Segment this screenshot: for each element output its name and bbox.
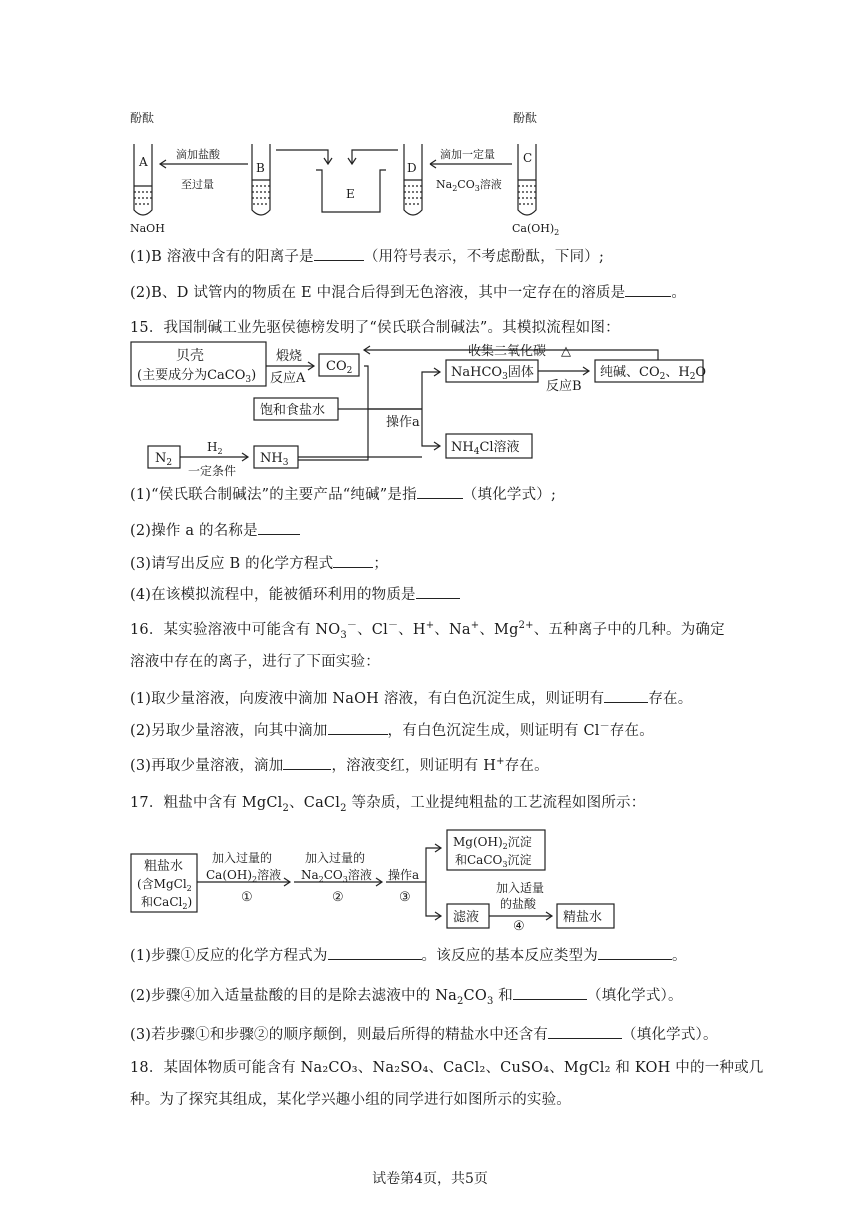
refined-brine-label: 精盐水 (563, 910, 603, 925)
add-hcl-label: 滴加盐酸 (176, 148, 220, 161)
step1-top-label: 加入过量的 (212, 851, 273, 865)
q14-part2: (2)B、D 试管内的物质在 E 中混合后得到无色溶液，其中一定存在的溶质是 。 (130, 282, 686, 303)
condition-label: 一定条件 (188, 464, 237, 478)
shell-main-component: (主要成分为CaCO$_3$) (137, 368, 257, 385)
answer-blank[interactable] (328, 945, 422, 960)
q15-flowchart (0, 338, 860, 478)
to-excess-label: 至过量 (181, 178, 214, 191)
q14-part1: (1)B 溶液中含有的阳离子是 （用符号表示，不考虑酚酞，下同）; (130, 246, 604, 267)
q15-part2: (2)操作 a 的名称是 (130, 520, 300, 541)
precipitate-line2: 和CaCO$_3$沉淀 (455, 853, 532, 869)
q18-stem-line2: 种。为了探究其组成，某化学兴趣小组的同学进行如图所示的实验。 (130, 1092, 571, 1108)
page-footer: 试卷第4页，共5页 (372, 1171, 488, 1187)
caoh2-label: $Ca(OH)_2$ (512, 222, 560, 237)
operation-a-label: 操作a (386, 415, 420, 430)
na2co3-solution-label: $Na_2CO_3$溶液 (436, 178, 502, 193)
heat-triangle: △ (561, 344, 571, 359)
tube-c-label: C (523, 151, 533, 165)
answer-blank[interactable] (604, 688, 648, 703)
q16-part3: (3)再取少量溶液，滴加 ，溶液变红，则证明有 H+存在。 (130, 756, 549, 774)
crude-brine-mgcl2: (含MgCl$_2$ (137, 877, 192, 893)
answer-blank[interactable] (417, 484, 463, 499)
nh3-box-label: $NH_3$ (260, 451, 289, 468)
answer-blank[interactable] (513, 985, 587, 1000)
crude-brine-label: 粗盐水 (144, 859, 184, 874)
q17-flowchart (0, 826, 860, 936)
answer-blank[interactable] (598, 945, 672, 960)
tube-b-label: B (256, 161, 265, 175)
nahco3-box-label: NaHCO$_3$固体 (451, 365, 534, 382)
q15-part4: (4)在该模拟流程中，能被循环利用的物质是 (130, 584, 460, 605)
step4-top-label: 加入适量 (496, 881, 545, 895)
naoh-label: NaOH (130, 222, 165, 235)
beaker-e-label: E (346, 187, 355, 201)
collect-co2-label: 收集二氧化碳 (468, 344, 547, 359)
shell-label: 贝壳 (176, 348, 204, 364)
step2-number: ② (332, 890, 344, 905)
h2-label: $H_2$ (207, 440, 223, 456)
q17-part1: (1)步骤①反应的化学方程式为 。该反应的基本反应类型为 。 (130, 945, 687, 966)
answer-blank[interactable] (333, 553, 373, 568)
q16-part1: (1)取少量溶液，向废液中滴加 NaOH 溶液，有白色沉淀生成，则证明有 存在。 (130, 688, 692, 709)
answer-blank[interactable] (258, 520, 300, 535)
tube-d-label: D (407, 161, 417, 175)
product-box-label: 纯碱、$CO_2$、$H_2O$ (600, 365, 707, 382)
nh4cl-box-label: $NH_4Cl$溶液 (451, 440, 520, 457)
calcine-label: 煅烧 (276, 349, 303, 364)
step3-label: 操作a (388, 868, 420, 882)
filtrate-label: 滤液 (453, 910, 480, 925)
answer-blank[interactable] (416, 584, 460, 599)
step1-number: ① (241, 890, 253, 905)
q18-stem-line1: 18．某固体物质可能含有 Na₂CO₃、Na₂SO₄、CaCl₂、CuSO₄、MgCl₂ 和 KOH 中的一种或几 (130, 1060, 764, 1076)
step2-top-label: 加入过量的 (305, 851, 366, 865)
n2-box-label: $N_2$ (155, 451, 173, 468)
answer-blank[interactable] (548, 1024, 622, 1039)
q16-stem-line2: 溶液中存在的离子，进行了下面实验： (130, 654, 380, 670)
q17-part3: (3)若步骤①和步骤②的顺序颠倒，则最后所得的精盐水中还含有 （填化学式）。 (130, 1024, 718, 1045)
q15-stem: 15．我国制碱工业先驱侯德榜发明了“侯氏联合制碱法”。其模拟流程如图： (130, 320, 620, 336)
co2-box-label: $CO_2$ (326, 359, 353, 376)
q17-stem: 17．粗盐中含有 MgCl$_2$、CaCl$_2$ 等杂质，工业提纯粗盐的工艺流程如图所示： (130, 795, 646, 814)
reaction-a-label: 反应A (270, 371, 306, 386)
precipitate-line1: $Mg(OH)_2$沉淀 (453, 835, 532, 851)
q15-part1: (1)“侯氏联合制碱法”的主要产品“纯碱”是指 （填化学式）; (130, 484, 556, 505)
answer-blank[interactable] (625, 282, 671, 297)
brine-box-label: 饱和食盐水 (260, 403, 326, 418)
step4-number: ④ (513, 919, 525, 934)
crude-brine-cacl2: 和CaCl$_2$) (141, 895, 193, 911)
answer-blank[interactable] (328, 720, 388, 735)
q16-stem-line1: 16．某实验溶液中可能含有 $NO_3^-$、Cl－、H+、Na+、$Mg^{2+}$、五种离子中的几种。为确定 (130, 620, 725, 641)
answer-blank[interactable] (314, 246, 364, 261)
add-amount-label: 滴加一定量 (440, 148, 495, 161)
phenol-label-left: 酚酞 (130, 111, 155, 125)
step4-reagent-label: 的盐酸 (500, 897, 537, 911)
step1-reagent-label: $Ca(OH)_2$溶液 (206, 868, 282, 884)
step3-number: ③ (399, 890, 411, 905)
tube-a-label: A (139, 155, 148, 169)
q14-tube-diagram (0, 100, 860, 240)
phenol-label-right: 酚酞 (513, 111, 538, 125)
q16-part2: (2)另取少量溶液，向其中滴加 ，有白色沉淀生成，则证明有 Cl－存在。 (130, 721, 654, 739)
reaction-b-label: 反应B (546, 379, 582, 394)
step2-reagent-label: $Na_2CO_3$溶液 (301, 868, 372, 884)
answer-blank[interactable] (283, 755, 331, 770)
q17-part2: (2)步骤④加入适量盐酸的目的是除去滤液中的 $Na_2CO_3$ 和 （填化学式）。 (130, 985, 683, 1006)
q15-part3: (3)请写出反应 B 的化学方程式 ； (130, 553, 388, 574)
